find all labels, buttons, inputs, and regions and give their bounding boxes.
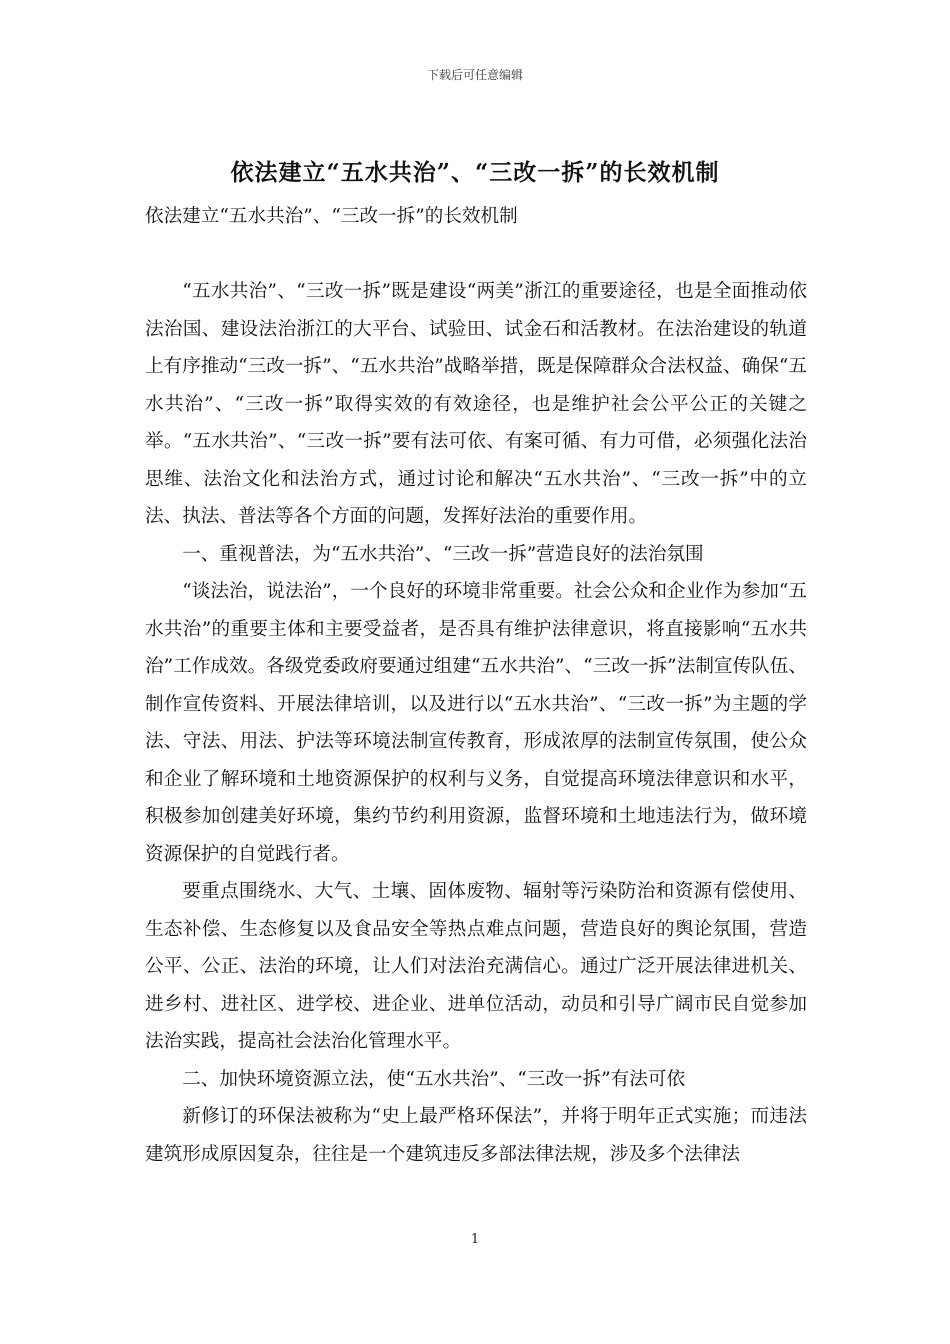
section-heading-2: 二、加快环境资源立法，使“五水共治”、“三改一拆”有法可依 <box>182 1068 686 1090</box>
page-number: 1 <box>470 1232 480 1247</box>
paragraph-section-1b: 要重点围绕水、大气、土壤、固体废物、辐射等污染防治和资源有偿使用、生态补偿、生态修复以及食品安全等热点难点问题，营造良好的舆论氛围，营造公平、公正、法治的环境，让人们对法治充满信心。通过广泛开展法律进机关、进乡村、进社区、进学校、进企业、进单位活动，动员和引导广阔市民自觉参加法治实践，提高社会法治化管理水平。 <box>145 881 807 1052</box>
paragraph-intro: “五水共治”、“三改一拆”既是建设“两美”浙江的重要途径，也是全面推动依法治国、建设法治浙江的大平台、试验田、试金石和活教材。在法治建设的轨道上有序推动“三改一拆”、“五水共治”战略举措，既是保障群众合法权益、确保“五水共治”、“三改一拆”取得实效的有效途径，也是维护社会公平公正的关键之举。“五水共治”、“三改一拆”要有法可依、有案可循、有力可借，必须强化法治思维、法治文化和法治方式，通过讨论和解决“五水共治”、“三改一拆”中的立法、执法、普法等各个方面的问题，发挥好法治的重要作用。 <box>145 281 807 527</box>
paragraph-section-1a: “谈法治，说法治”，一个良好的环境非常重要。社会公众和企业作为参加“五水共治”的重要主体和主要受益者，是否具有维护法律意识，将直接影响“五水共治”工作成效。各级党委政府要通过组建“五水共治”、“三改一拆”法制宣传队伍、制作宣传资料、开展法律培训，以及进行以“五水共治”、“三改一拆”为主题的学法、守法、用法、护法等环境法制宣传教育，形成浓厚的法制宣传氛围，使公众和企业了解环境和土地资源保护的权利与义务，自觉提高环境法律意识和水平，积极参加创建美好环境，集约节约利用资源，监督环境和土地违法行为，做环境资源保护的自觉践行者。 <box>145 581 807 865</box>
document-subtitle: 依法建立“五水共治”、“三改一拆”的长效机制 <box>145 206 518 227</box>
document-body <box>145 198 807 1173</box>
header-note: 下载后可任意编辑 <box>426 68 523 82</box>
blank-line <box>145 236 807 274</box>
paragraph-section-2a: 新修订的环保法被称为“史上最严格环保法”，并将于明年正式实施；而违法建筑形成原因复杂，往往是一个建筑违反多部法律法规，涉及多个法律法 <box>145 1106 807 1165</box>
section-heading-1: 一、重视普法，为“五水共治”、“三改一拆”营造良好的法治氛围 <box>182 543 704 565</box>
document-title: 依法建立“五水共治”、“三改一拆”的长效机制 <box>230 159 720 186</box>
